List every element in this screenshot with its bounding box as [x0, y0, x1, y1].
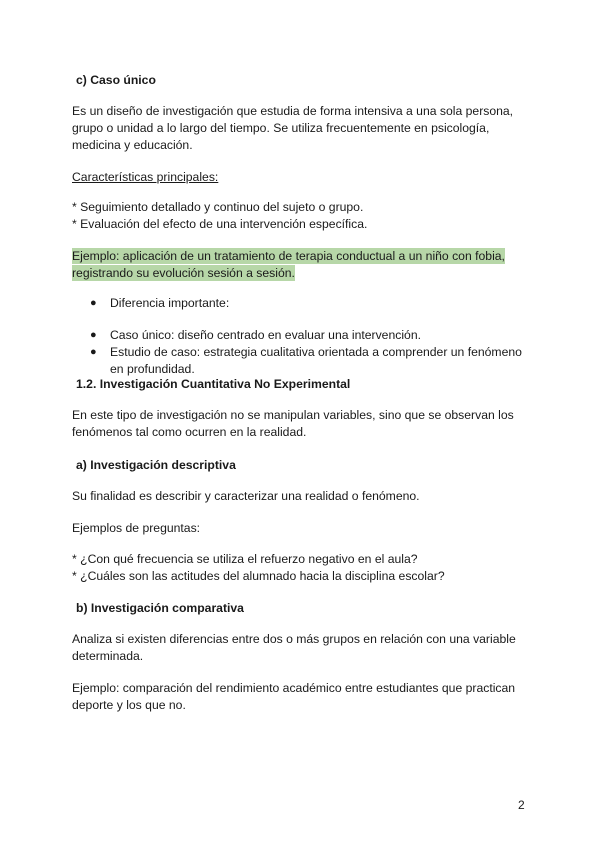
- section-heading-1-2: 1.2. Investigación Cuantitativa No Experimental: [76, 377, 351, 391]
- comparativa-example: [72, 680, 528, 714]
- list-item: [90, 344, 530, 378]
- text-line: Ejemplo: comparación del rendimiento académico entre estudiantes que practican: [72, 681, 516, 695]
- text-line: medicina y educación.: [72, 138, 193, 152]
- questions-title: Ejemplos de preguntas:: [72, 521, 201, 535]
- text-line: En este tipo de investigación no se manipulan variables, sino que se observan los: [72, 408, 514, 422]
- highlighted-text: registrando su evolución sesión a sesión.: [72, 266, 295, 280]
- caso-unico-intro: [72, 103, 528, 154]
- text-line: fenómenos tal como ocurren en la realidad.: [72, 425, 307, 439]
- bullet-icon: ●: [90, 297, 97, 309]
- characteristic-item: * Seguimiento detallado y continuo del sujeto o grupo.: [72, 200, 364, 214]
- difference-heading-list: [90, 295, 530, 312]
- text-line: Analiza si existen diferencias entre dos o más grupos en relación con una variable: [72, 632, 516, 646]
- list-item-text: en profundidad.: [110, 362, 195, 376]
- bullet-icon: ●: [90, 346, 97, 358]
- text-line: grupo o unidad a lo largo del tiempo. Se utiliza frecuentemente en psicología,: [72, 121, 490, 135]
- section-heading-descriptiva: a) Investigación descriptiva: [76, 458, 236, 472]
- bullet-icon: ●: [90, 329, 97, 341]
- difference-list: [90, 327, 530, 378]
- highlighted-example: [72, 248, 528, 282]
- list-item-text: Estudio de caso: estrategia cualitativa orientada a comprender un fenómeno: [110, 345, 522, 359]
- section-1-2-intro: [72, 407, 528, 441]
- comparativa-description: [72, 631, 528, 665]
- text-line: Es un diseño de investigación que estudia de forma intensiva a una sola persona,: [72, 104, 514, 118]
- characteristic-item: * Evaluación del efecto de una intervención específica.: [72, 217, 368, 231]
- page-number: 2: [518, 798, 525, 812]
- characteristics-list: [72, 199, 528, 233]
- section-heading-comparativa: b) Investigación comparativa: [76, 601, 244, 615]
- text-line: deporte y los que no.: [72, 698, 186, 712]
- question-item: * ¿Cuáles son las actitudes del alumnado hacia la disciplina escolar?: [72, 569, 445, 583]
- text-line: determinada.: [72, 649, 144, 663]
- questions-list: [72, 551, 528, 585]
- section-heading-caso-unico: c) Caso único: [76, 73, 156, 87]
- list-item: [90, 327, 530, 344]
- descriptiva-purpose: Su finalidad es describir y caracterizar una realidad o fenómeno.: [72, 489, 420, 503]
- characteristics-title: Características principales:: [72, 170, 219, 184]
- list-item: [90, 295, 530, 312]
- list-item-text: Caso único: diseño centrado en evaluar una intervención.: [110, 328, 421, 342]
- highlighted-text: Ejemplo: aplicación de un tratamiento de terapia conductual a un niño con fobia,: [72, 249, 505, 263]
- difference-label: Diferencia importante:: [110, 296, 230, 310]
- question-item: * ¿Con qué frecuencia se utiliza el refuerzo negativo en el aula?: [72, 552, 418, 566]
